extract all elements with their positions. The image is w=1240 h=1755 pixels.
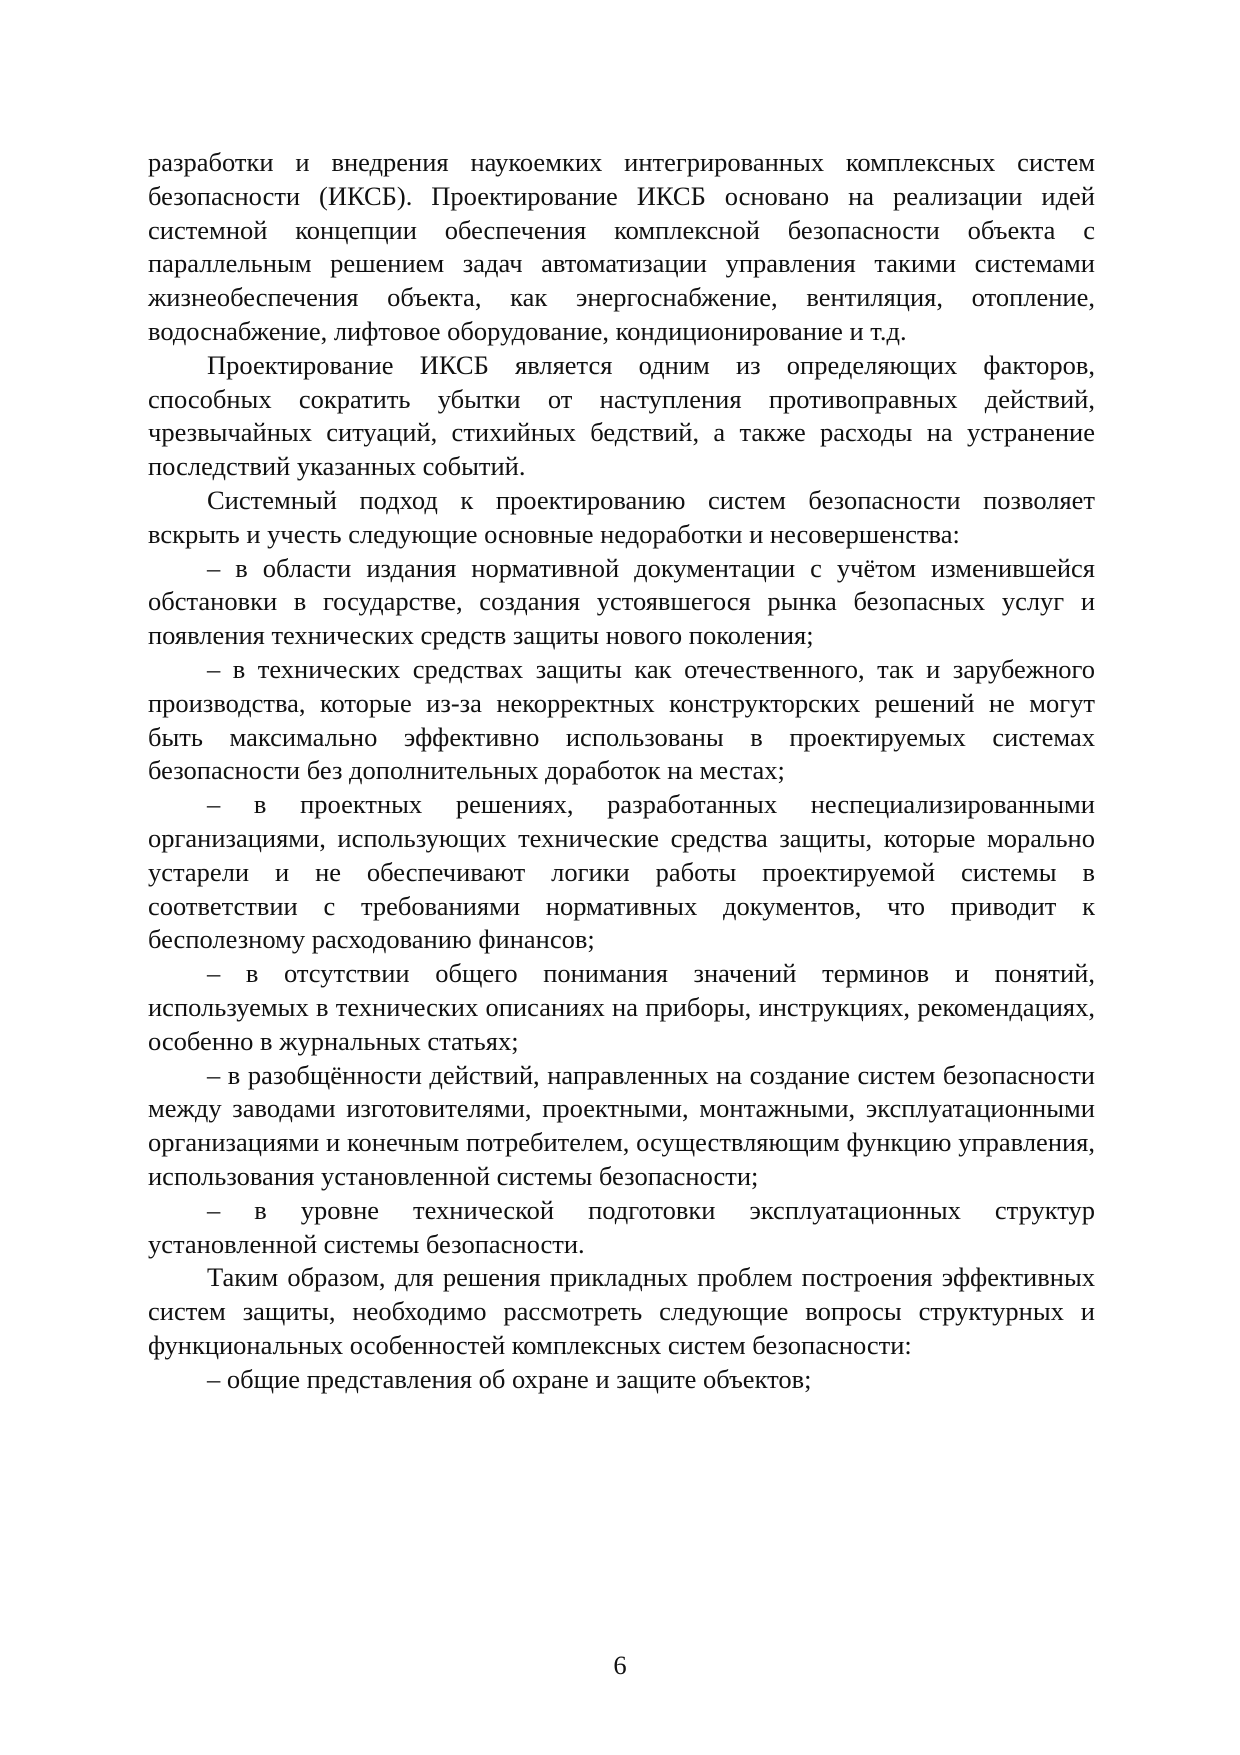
list-item: – в разобщённости действий, направленных на создание систем безопасности между заводами изготовителями, проектными, монтажными, эксплуатационными организациями и конечным потребителем, осуществляющим функцию управления, использования установленной системы безопасности; xyxy=(148,1059,1095,1191)
paragraph-continuation: разработки и внедрения наукоемких интегрированных комплексных систем безопасности (ИКСБ). Проектирование ИКСБ основано на реализации идей системной концепции обеспечения комплексной безопасности объекта с параллельным решением задач автоматизации управления такими системами жизнеобеспечения объекта, как энергоснабжение, вентиляция, отопление, водоснабжение, лифтовое оборудование, кондиционирование и т.д. xyxy=(148,147,1095,346)
list-item: – в проектных решениях, разработанных неспециализированными организациями, использующих технические средства защиты, которые морально устарели и не обеспечивают логики работы проектируемой системы в соответствии с требованиями нормативных документов, что приводит к бесполезному расходованию финансов; xyxy=(148,789,1095,955)
list-item: – общие представления об охране и защите объектов; xyxy=(207,1363,812,1394)
paragraph-design-iksb: Проектирование ИКСБ является одним из определяющих факторов, способных сократить убытки от наступления противоправных действий, чрезвычайных ситуаций, стихийных бедствий, а также расходы на устранение последствий указанных событий. xyxy=(148,349,1095,482)
list-item: – в области издания нормативной документации с учётом изменившейся обстановки в государстве, создания устоявшегося рынка безопасных услуг и появления технических средств защиты нового поколения; xyxy=(148,552,1095,651)
list-item: – в уровне технической подготовки эксплуатационных структур установленной системы безопасности. xyxy=(148,1194,1095,1259)
list-item: – в технических средствах защиты как отечественного, так и зарубежного производства, которые из-за некорректных конструкторских решений не могут быть максимально эффективно использованы в проектируемых системах безопасности без дополнительных доработок на местах; xyxy=(148,653,1095,786)
paragraph-conclusion: Таким образом, для решения прикладных проблем построения эффективных систем защиты, необходимо рассмотреть следующие вопросы структурных и функциональных особенностей комплексных систем безопасности: xyxy=(148,1262,1095,1360)
body-text xyxy=(148,146,1095,1396)
paragraph-system-approach: Системный подход к проектированию систем безопасности позволяет вскрыть и учесть следующие основные недоработки и несовершенства: xyxy=(148,484,1095,549)
list-item: – в отсутствии общего понимания значений терминов и понятий, используемых в технических описаниях на приборы, инструкциях, рекомендациях, особенно в журнальных статьях; xyxy=(148,958,1095,1056)
page-number: 6 xyxy=(613,1650,627,1680)
